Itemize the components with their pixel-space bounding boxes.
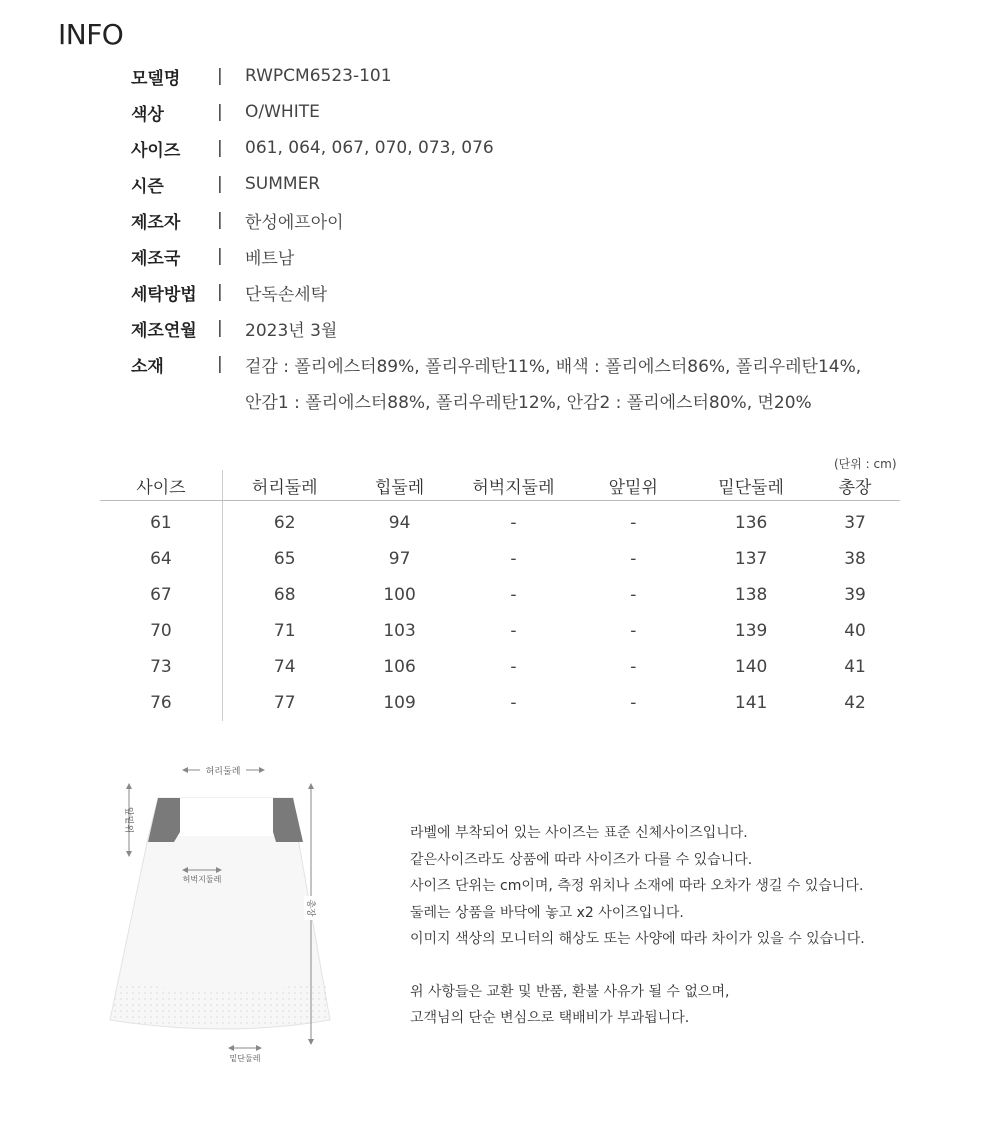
note-line: 라벨에 부착되어 있는 사이즈는 표준 신체사이즈입니다. (410, 825, 748, 841)
note-line: 이미지 색상의 모니터의 해상도 또는 사양에 따라 차이가 있을 수 있습니다. (410, 931, 865, 947)
col-header: 밑단둘레 (692, 470, 810, 501)
col-header: 허벅지둘레 (453, 470, 575, 501)
table-cell: - (510, 657, 517, 677)
info-label: 색상 (131, 104, 164, 125)
unit-label: (단위 : cm) (834, 457, 897, 471)
table-cell: - (510, 621, 517, 641)
info-value: 2023년 3월 (245, 320, 338, 341)
col-header: 사이즈 (100, 470, 222, 501)
table-cell: 65 (273, 549, 296, 569)
info-row-size (131, 130, 951, 166)
length-arrow-head-bottom (308, 1039, 314, 1045)
info-value: 한성에프아이 (245, 212, 344, 233)
table-cell: 68 (273, 585, 296, 605)
info-row-wash (131, 274, 951, 310)
info-value: RWPCM6523-101 (245, 66, 392, 86)
info-row-manufacturer (131, 202, 951, 238)
table-cell: - (630, 549, 637, 569)
table-row (100, 501, 900, 542)
info-title: INFO (58, 18, 124, 51)
info-value: O/WHITE (245, 102, 320, 122)
info-label: 제조연월 (131, 320, 197, 341)
info-value: 단독손세탁 (245, 284, 328, 305)
table-cell: 136 (734, 513, 768, 533)
info-row-material-cont (131, 382, 951, 418)
table-cell: 37 (844, 513, 866, 533)
waist-arrow-head-left (182, 767, 188, 773)
length-label: 총장 (305, 899, 315, 917)
table-cell: - (510, 549, 517, 569)
table-cell: - (630, 693, 637, 713)
table-cell: 61 (100, 501, 222, 542)
skirt-diagram-svg (100, 750, 340, 1080)
table-cell: 41 (844, 657, 866, 677)
table-cell: 62 (273, 513, 296, 533)
table-cell: 138 (734, 585, 768, 605)
table-cell: 42 (844, 693, 866, 713)
hem-label: 밑단둘레 (229, 1054, 261, 1063)
table-cell: 106 (383, 657, 416, 677)
note-line: 같은사이즈라도 상품에 따라 사이즈가 다를 수 있습니다. (410, 851, 753, 868)
note-line: 사이즈 단위는 cm이며, 측정 위치나 소재에 따라 오차가 생길 수 있습니다. (410, 878, 864, 894)
table-cell: 70 (100, 613, 222, 649)
table-cell: 71 (273, 621, 296, 641)
info-separator: | (217, 210, 223, 230)
info-separator: | (217, 66, 223, 86)
waist-label: 허리둘레 (205, 767, 241, 777)
info-row-date (131, 310, 951, 346)
info-row-material (131, 346, 951, 382)
length-arrow-head-top (308, 783, 314, 789)
info-label: 세탁방법 (131, 284, 197, 305)
table-row (100, 649, 900, 685)
table-cell: - (630, 513, 637, 533)
table-cell: 74 (273, 657, 296, 677)
table-cell: - (630, 585, 637, 605)
table-cell: 140 (734, 657, 768, 677)
info-value: 061, 064, 067, 070, 073, 076 (245, 138, 494, 158)
table-cell: 67 (100, 577, 222, 613)
note-gap (410, 953, 865, 979)
skirt-size-diagram (100, 750, 340, 1080)
table-cell: 103 (383, 621, 416, 641)
table-cell: 100 (383, 585, 416, 605)
col-header: 허리둘레 (222, 470, 346, 501)
waist-arrow-head-right (259, 767, 265, 773)
hem-arrow-head-right (256, 1045, 262, 1051)
col-header: 앞밑위 (574, 470, 692, 501)
table-cell: - (510, 693, 517, 713)
size-table (100, 470, 900, 721)
front-rise-arrow-head-bottom (126, 851, 132, 857)
front-rise-arrow-head-top (126, 783, 132, 789)
table-cell: 97 (388, 549, 411, 569)
info-value: 겉감 : 폴리에스터89%, 폴리우레탄11%, 배색 : 폴리에스터86%, 폴리우레탄14%, (245, 356, 862, 377)
note-line: 위 사항들은 교환 및 반품, 환불 사유가 될 수 없으며, (410, 983, 730, 1000)
table-row (100, 685, 900, 721)
info-label: 시즌 (131, 176, 164, 197)
info-label: 모델명 (131, 68, 181, 89)
table-cell: 64 (100, 541, 222, 577)
info-label: 제조자 (131, 212, 181, 233)
table-row (100, 541, 900, 577)
table-cell: 39 (844, 585, 866, 605)
table-cell: - (630, 621, 637, 641)
info-label: 소재 (131, 356, 164, 377)
info-value: 베트남 (245, 248, 295, 269)
col-header: 힙둘레 (347, 470, 453, 501)
info-row-model (131, 58, 951, 94)
table-cell: 38 (844, 549, 866, 569)
table-cell: 137 (734, 549, 768, 569)
table-cell: - (510, 585, 517, 605)
info-value: 안감1 : 폴리에스터88%, 폴리우레탄12%, 안감2 : 폴리에스터80%, 면20% (245, 392, 812, 413)
info-separator: | (217, 102, 223, 122)
info-separator: | (217, 138, 223, 158)
info-value: SUMMER (245, 174, 321, 194)
note-line: 고객님의 단순 변심으로 택배비가 부과됩니다. (410, 1010, 690, 1026)
table-cell: 109 (383, 693, 416, 713)
table-cell: - (630, 657, 637, 677)
table-cell: 40 (844, 621, 866, 641)
info-row-season (131, 166, 951, 202)
info-separator: | (217, 282, 223, 302)
table-cell: 141 (734, 693, 768, 713)
info-separator: | (217, 354, 223, 374)
col-header: 총장 (810, 470, 900, 501)
table-cell: 77 (273, 693, 296, 713)
info-separator: | (217, 318, 223, 338)
table-cell: 139 (734, 621, 768, 641)
info-separator: | (217, 174, 223, 194)
thigh-label: 허벅지둘레 (182, 875, 222, 884)
table-cell: - (510, 513, 517, 533)
table-row (100, 577, 900, 613)
info-separator: | (217, 246, 223, 266)
table-cell: 73 (100, 649, 222, 685)
info-row-color (131, 94, 951, 130)
info-label: 사이즈 (131, 140, 181, 161)
skirt-side-band-right (273, 798, 303, 842)
front-rise-label: 앞밑위 (123, 806, 133, 834)
info-label: 제조국 (131, 248, 181, 269)
size-notes (410, 820, 865, 1032)
table-row (100, 613, 900, 649)
hem-arrow-head-left (228, 1045, 234, 1051)
note-line: 둘레는 상품을 바닥에 놓고 x2 사이즈입니다. (410, 904, 684, 921)
product-info-list (131, 58, 951, 418)
info-row-country (131, 238, 951, 274)
table-header-row (100, 470, 900, 501)
table-cell: 94 (388, 513, 411, 533)
table-cell: 76 (100, 685, 222, 721)
